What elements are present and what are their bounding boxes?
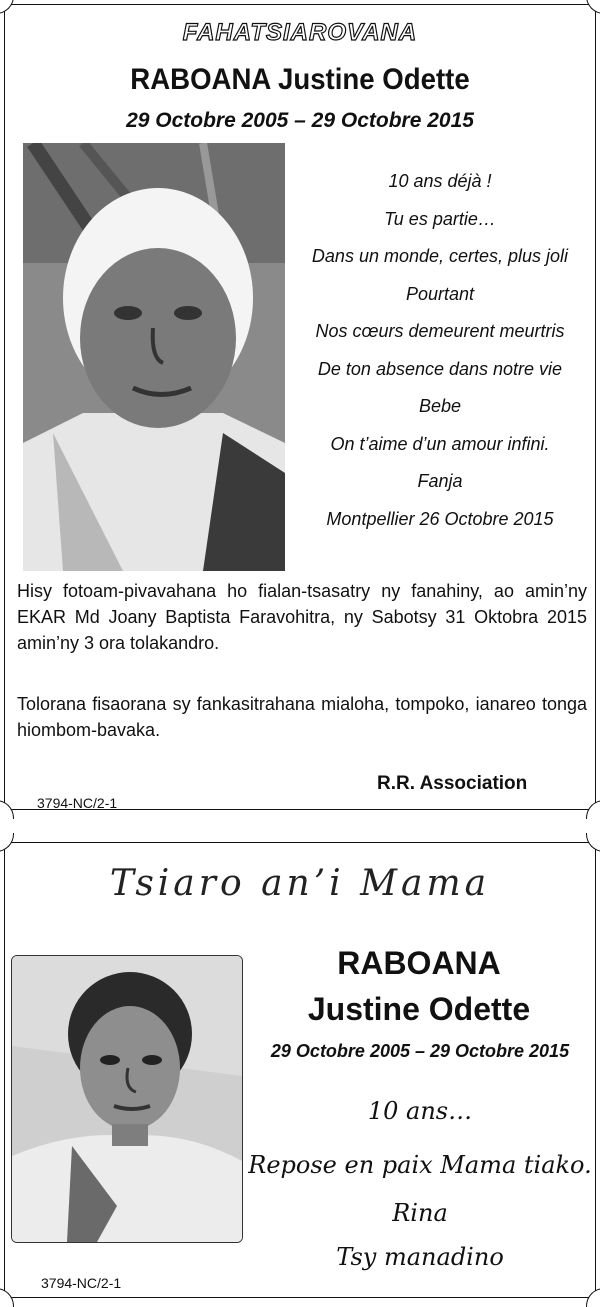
- poem-line: 10 ans déjà !: [388, 171, 492, 191]
- portrait-photo: [11, 955, 243, 1243]
- memorial-dates: 29 Octobre 2005 – 29 Octobre 2015: [126, 109, 474, 132]
- poem-line: Tu es partie…: [384, 208, 496, 229]
- notice-heading: FAHATSIAROVANA: [182, 19, 418, 46]
- poem-line: Nos cœurs demeurent meurtris: [315, 321, 565, 341]
- poem-line: De ton absence dans notre vie: [317, 358, 563, 379]
- poem-line: On t’aime d’un amour infini.: [330, 433, 550, 454]
- poem-line: Montpellier 26 Octobre 2015: [326, 508, 554, 529]
- deceased-name-line-1: RABOANA: [337, 945, 501, 981]
- thanks-paragraph: Tolorana fisaorana sy fankasitrahana mialoha, tompoko, ianareo tonga hiombom-bavaka.: [17, 694, 587, 740]
- deceased-name: RABOANA Justine Odette: [130, 63, 470, 96]
- portrait-photo: [23, 143, 285, 571]
- notice-heading: Tsiaro an’i Mama: [109, 863, 491, 904]
- poem-line: Pourtant: [405, 283, 475, 304]
- poem-line: Fanja: [417, 471, 463, 491]
- service-announcement: Hisy fotoam-pivavahana ho fialan-tsasatry ny fanahiny, ao amin’ny EKAR Md Joany Baptista Faravohitra, ny Sabotsy 31 Oktobra 2015 amin’ny 3 ora tolakandro.: [17, 581, 587, 653]
- poem-line: Dans un monde, certes, plus joli: [311, 246, 569, 266]
- message-line: Tsy manadino: [336, 1243, 504, 1271]
- poem: [295, 167, 585, 542]
- signature: R.R. Association: [377, 773, 528, 794]
- message-line: 10 ans…: [367, 1097, 473, 1125]
- deceased-name-line-2: Justine Odette: [307, 991, 531, 1027]
- reference-code: 3794-NC/2-1: [41, 1275, 122, 1291]
- message-line: Rina: [392, 1199, 448, 1227]
- poem-line: Bebe: [418, 396, 462, 416]
- reference-code: 3794-NC/2-1: [37, 795, 118, 811]
- message-line: Repose en paix Mama tiako.: [248, 1151, 592, 1179]
- memorial-notice-1: [4, 4, 596, 810]
- memorial-notice-2: [4, 842, 596, 1298]
- memorial-dates: 29 Octobre 2005 – 29 Octobre 2015: [270, 1041, 570, 1061]
